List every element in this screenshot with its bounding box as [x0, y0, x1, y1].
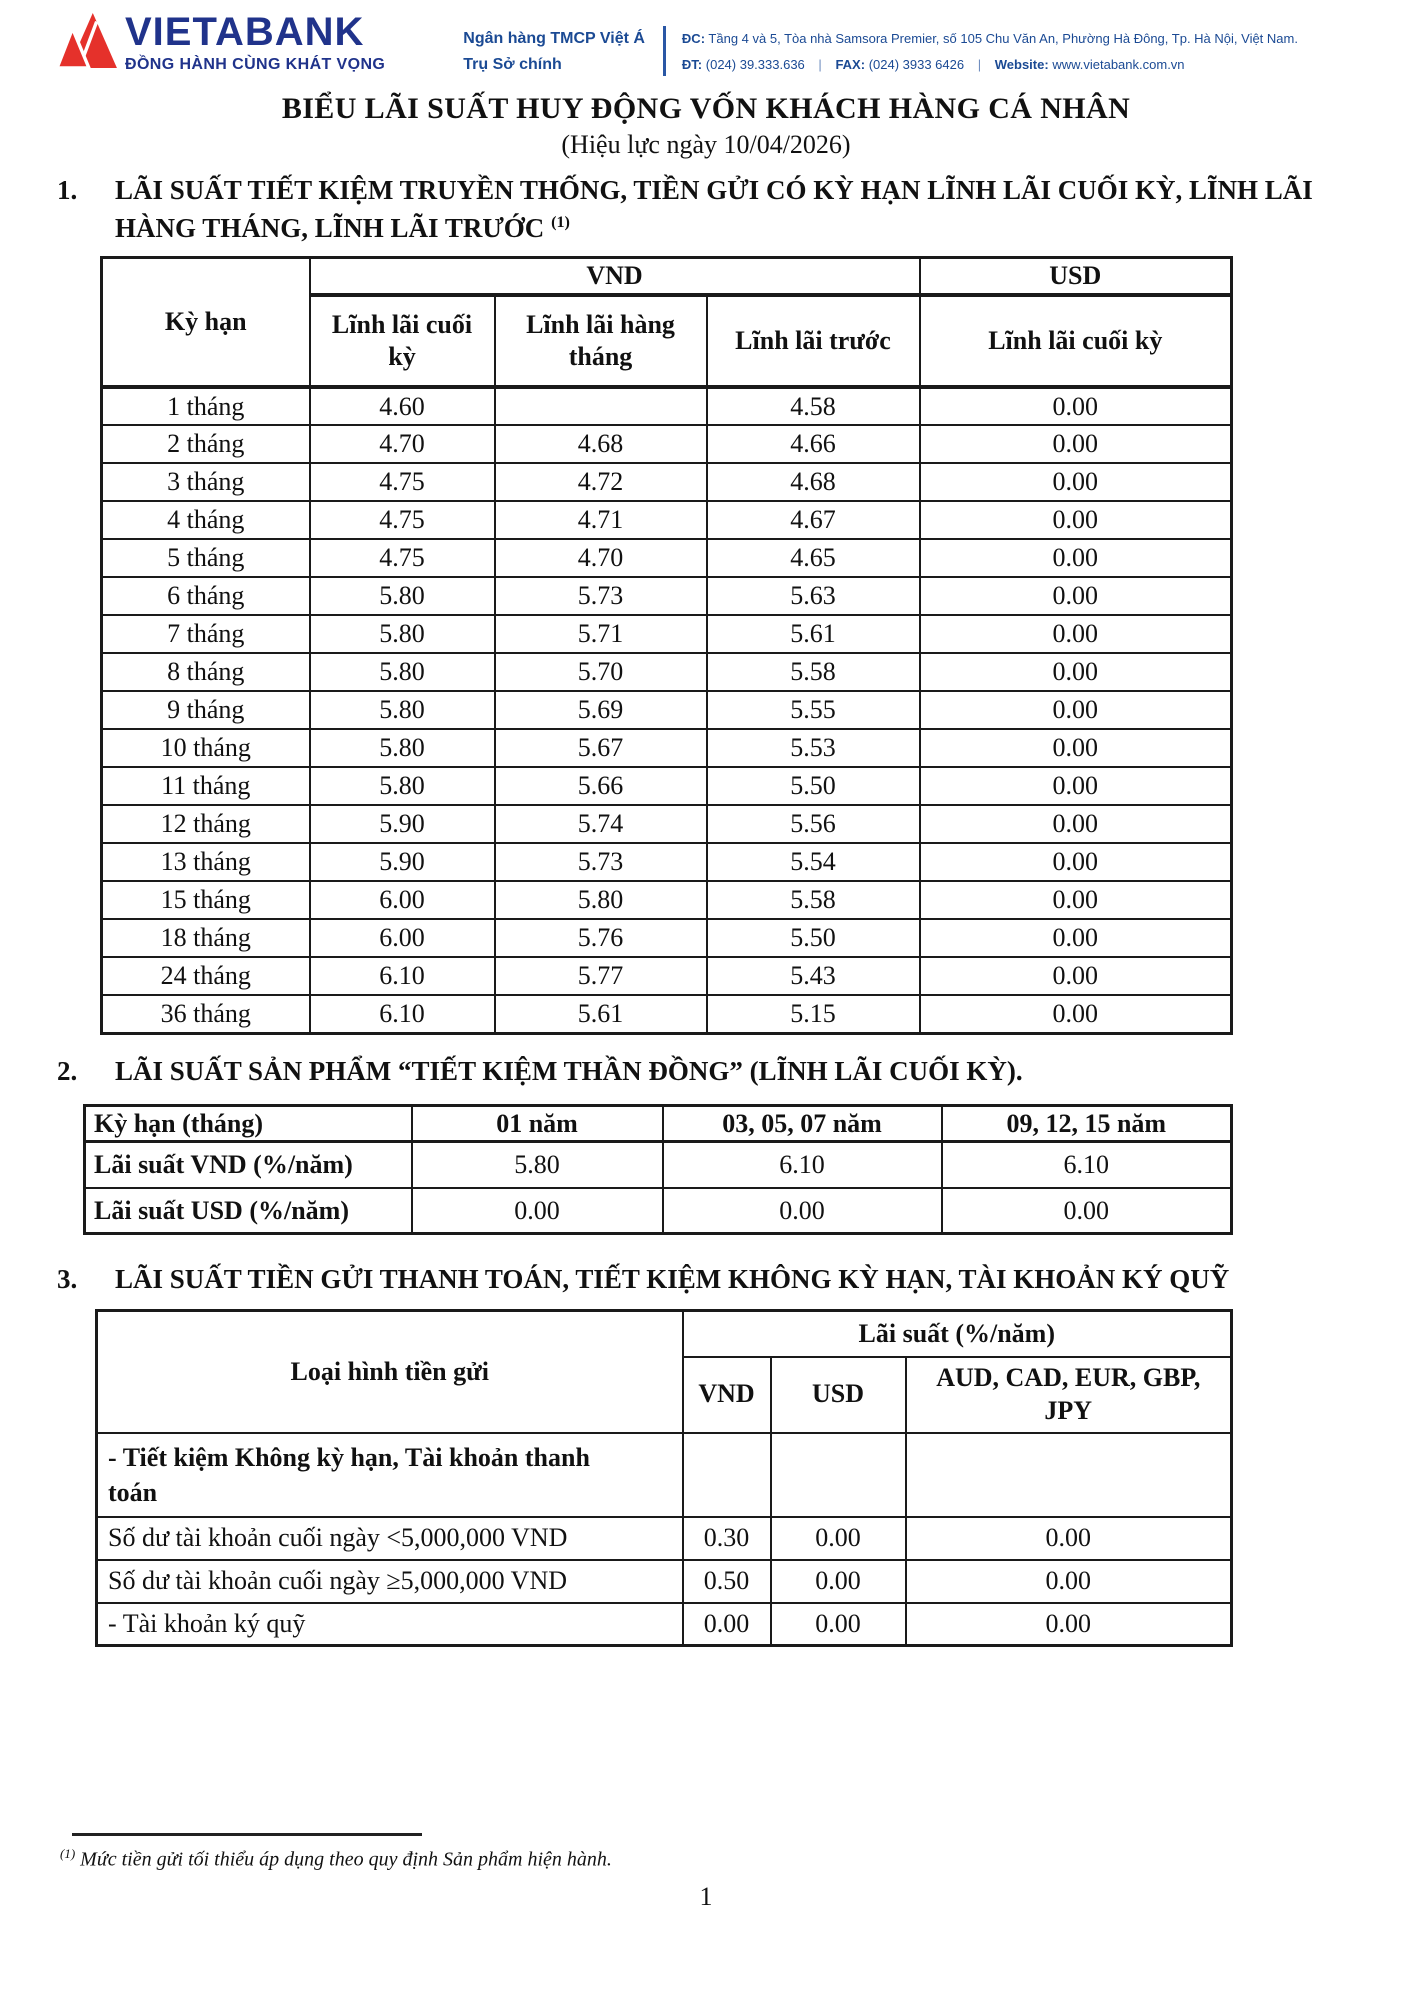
- term-cell: 24 tháng: [102, 957, 310, 995]
- section-number: 2.: [57, 1055, 78, 1086]
- footnote-ref: (1): [551, 212, 570, 231]
- rate-cell: 5.71: [495, 615, 707, 653]
- rate-cell: 4.68: [707, 463, 920, 501]
- table-row: [102, 615, 1232, 653]
- term-cell: 13 tháng: [102, 843, 310, 881]
- footnote-block: [60, 1833, 1412, 1872]
- effective-date: (Hiệu lực ngày 10/04/2026): [561, 130, 851, 159]
- brand-name: VIETABANK: [125, 10, 365, 54]
- rate-cell: 5.15: [707, 995, 920, 1033]
- section-number: 1.: [57, 175, 78, 205]
- rate-cell: 5.50: [707, 919, 920, 957]
- rate-cell: 5.67: [495, 729, 707, 767]
- row-label: Số dư tài khoản cuối ngày ≥5,000,000 VND: [97, 1560, 683, 1603]
- table-row: [97, 1560, 1232, 1603]
- table-row: [85, 1142, 1232, 1188]
- rate-cell: 0.00: [920, 653, 1232, 691]
- col-header-usd: USD: [771, 1357, 906, 1433]
- rate-cell: 5.80: [310, 729, 495, 767]
- col-header-term: Kỳ hạn (tháng): [85, 1106, 412, 1142]
- rate-cell: 0.00: [906, 1560, 1232, 1603]
- rate-cell: 0.00: [771, 1560, 906, 1603]
- rate-cell: 5.80: [310, 767, 495, 805]
- table-row: [102, 729, 1232, 767]
- rate-cell: 4.75: [310, 463, 495, 501]
- rate-cell: 6.10: [310, 995, 495, 1033]
- rate-cell: 0.00: [920, 805, 1232, 843]
- term-cell: 11 tháng: [102, 767, 310, 805]
- table-row: [102, 387, 1232, 425]
- table-row: [102, 691, 1232, 729]
- rate-cell: 0.00: [920, 615, 1232, 653]
- table-row: [102, 995, 1232, 1033]
- col-group-rate: Lãi suất (%/năm): [683, 1311, 1232, 1357]
- bank-logo: [57, 12, 385, 74]
- table-row: [102, 425, 1232, 463]
- table-row: [102, 501, 1232, 539]
- phone-label: ĐT:: [681, 57, 703, 72]
- table-row: [102, 919, 1232, 957]
- rate-cell: 4.65: [707, 539, 920, 577]
- separator: |: [977, 57, 982, 72]
- fax-number: (024) 3933 6426: [868, 57, 965, 72]
- section-2-heading: [57, 1053, 1412, 1091]
- row-label: - Tiết kiệm Không kỳ hạn, Tài khoản thanh toán: [97, 1433, 683, 1517]
- page-number: 1: [699, 1881, 713, 1911]
- address-text: Tầng 4 và 5, Tòa nhà Samsora Premier, số 105 Chu Văn An, Phường Hà Đông, Tp. Hà Nội, Việt Nam.: [708, 31, 1298, 46]
- table-row: [102, 805, 1232, 843]
- table-row: [102, 843, 1232, 881]
- table-header-row: [85, 1106, 1232, 1142]
- table-row: [102, 767, 1232, 805]
- rate-cell: 5.43: [707, 957, 920, 995]
- footnote-text: [60, 1846, 1412, 1872]
- rate-cell: 5.90: [310, 805, 495, 843]
- rate-cell: 4.70: [495, 539, 707, 577]
- rate-cell: 5.80: [310, 691, 495, 729]
- rate-cell: 0.00: [920, 387, 1232, 425]
- address-label: ĐC:: [681, 31, 706, 46]
- rate-cell: 6.10: [663, 1142, 942, 1188]
- table-row: [102, 957, 1232, 995]
- than-dong-savings-table: [83, 1104, 1233, 1235]
- table-row: [102, 881, 1232, 919]
- rate-cell: 0.00: [920, 729, 1232, 767]
- rate-cell: 0.30: [683, 1517, 771, 1560]
- rate-cell: 5.77: [495, 957, 707, 995]
- col-header-1yr: 01 năm: [412, 1106, 663, 1142]
- rate-cell: 5.61: [707, 615, 920, 653]
- rate-cell: 5.70: [495, 653, 707, 691]
- term-cell: 3 tháng: [102, 463, 310, 501]
- contact-block: [682, 26, 1298, 78]
- rate-cell: 5.69: [495, 691, 707, 729]
- traditional-savings-table: [100, 256, 1233, 1035]
- rate-cell: 0.00: [920, 843, 1232, 881]
- rate-cell: 5.90: [310, 843, 495, 881]
- rate-cell: 0.00: [920, 919, 1232, 957]
- rate-cell: 5.80: [412, 1142, 663, 1188]
- page-title: BIỂU LÃI SUẤT HUY ĐỘNG VỐN KHÁCH HÀNG CÁ NHÂN: [281, 92, 1131, 125]
- col-header-vnd: VND: [683, 1357, 771, 1433]
- footnote-body: Mức tiền gửi tối thiểu áp dụng theo quy định Sản phẩm hiện hành.: [80, 1848, 612, 1871]
- letterhead: [0, 0, 1412, 78]
- table-row: [102, 539, 1232, 577]
- term-cell: 18 tháng: [102, 919, 310, 957]
- fax-label: FAX:: [835, 57, 866, 72]
- table-row: [102, 463, 1232, 501]
- rate-cell: 5.74: [495, 805, 707, 843]
- rate-cell: 0.00: [920, 691, 1232, 729]
- table-row: [97, 1603, 1232, 1646]
- rate-cell: 5.80: [495, 881, 707, 919]
- row-label: - Tài khoản ký quỹ: [97, 1603, 683, 1646]
- footnote-marker: (1): [60, 1846, 76, 1862]
- phone-number: (024) 39.333.636: [705, 57, 805, 72]
- rate-cell: 0.00: [920, 881, 1232, 919]
- rate-cell: 5.50: [707, 767, 920, 805]
- rate-cell: 0.50: [683, 1560, 771, 1603]
- rate-cell: 5.54: [707, 843, 920, 881]
- address-line: [682, 26, 1298, 52]
- rate-cell: 0.00: [683, 1603, 771, 1646]
- rate-cell: 0.00: [920, 501, 1232, 539]
- section-number: 3.: [57, 1264, 78, 1295]
- rate-cell: 5.58: [707, 881, 920, 919]
- term-cell: 6 tháng: [102, 577, 310, 615]
- rate-cell: 0.00: [920, 957, 1232, 995]
- rate-cell: 0.00: [920, 425, 1232, 463]
- rate-cell: 4.60: [310, 387, 495, 425]
- rate-cell: 5.63: [707, 577, 920, 615]
- table-header-row: [102, 257, 1232, 295]
- rate-cell: 4.75: [310, 539, 495, 577]
- org-block: [463, 26, 645, 78]
- term-cell: 12 tháng: [102, 805, 310, 843]
- footnote-divider: [72, 1833, 422, 1836]
- rate-cell: 4.71: [495, 501, 707, 539]
- rate-cell: 0.00: [942, 1188, 1232, 1234]
- col-group-usd: USD: [920, 257, 1232, 295]
- section-title: [115, 172, 1315, 248]
- rate-cell: 5.55: [707, 691, 920, 729]
- rate-cell: 4.70: [310, 425, 495, 463]
- triangle-logo-icon: [57, 12, 117, 73]
- rate-cell: 5.53: [707, 729, 920, 767]
- col-header-end-of-term: Lĩnh lãi cuối kỳ: [310, 295, 495, 387]
- rate-cell: 5.80: [310, 653, 495, 691]
- term-cell: 1 tháng: [102, 387, 310, 425]
- col-header-term: Kỳ hạn: [102, 257, 310, 387]
- rate-cell: 4.67: [707, 501, 920, 539]
- phone-line: [682, 52, 1298, 78]
- col-header-9-12-15yr: 09, 12, 15 năm: [942, 1106, 1232, 1142]
- rate-cell: [771, 1433, 906, 1517]
- rate-cell: 5.76: [495, 919, 707, 957]
- row-label: Số dư tài khoản cuối ngày <5,000,000 VND: [97, 1517, 683, 1560]
- org-name: Ngân hàng TMCP Việt Á: [463, 30, 645, 47]
- rate-cell: 0.00: [920, 995, 1232, 1033]
- rate-cell: 0.00: [906, 1517, 1232, 1560]
- rate-cell: 5.80: [310, 577, 495, 615]
- col-header-monthly: Lĩnh lãi hàng tháng: [495, 295, 707, 387]
- row-label: Lãi suất VND (%/năm): [85, 1142, 412, 1188]
- rate-cell: 5.80: [310, 615, 495, 653]
- col-header-usd-end-of-term: Lĩnh lãi cuối kỳ: [920, 295, 1232, 387]
- term-cell: 9 tháng: [102, 691, 310, 729]
- rate-cell: 0.00: [663, 1188, 942, 1234]
- term-cell: 7 tháng: [102, 615, 310, 653]
- rate-cell: 6.10: [310, 957, 495, 995]
- table-row: [102, 653, 1232, 691]
- rate-cell: 5.73: [495, 577, 707, 615]
- term-cell: 5 tháng: [102, 539, 310, 577]
- section-title: LÃI SUẤT SẢN PHẨM “TIẾT KIỆM THẦN ĐỒNG” (LĨNH LÃI CUỐI KỲ).: [115, 1055, 1023, 1086]
- rate-cell: 0.00: [920, 577, 1232, 615]
- term-cell: 2 tháng: [102, 425, 310, 463]
- demand-deposit-table: [95, 1309, 1233, 1647]
- rate-cell: [906, 1433, 1232, 1517]
- table-row: [97, 1517, 1232, 1560]
- rate-cell: 0.00: [412, 1188, 663, 1234]
- term-cell: 4 tháng: [102, 501, 310, 539]
- term-cell: 15 tháng: [102, 881, 310, 919]
- brand-tagline: ĐỒNG HÀNH CÙNG KHÁT VỌNG: [125, 56, 386, 73]
- rate-cell: 0.00: [920, 767, 1232, 805]
- rate-cell: 4.72: [495, 463, 707, 501]
- separator: |: [818, 57, 822, 72]
- rate-cell: 4.58: [707, 387, 920, 425]
- rate-cell: 6.10: [942, 1142, 1232, 1188]
- col-header-deposit-type: Loại hình tiền gửi: [97, 1311, 683, 1433]
- rate-cell: 5.61: [495, 995, 707, 1033]
- rate-cell: 4.75: [310, 501, 495, 539]
- term-cell: 8 tháng: [102, 653, 310, 691]
- rate-cell: 0.00: [920, 463, 1232, 501]
- term-cell: 10 tháng: [102, 729, 310, 767]
- rate-cell: [495, 387, 707, 425]
- section-3-heading: [57, 1261, 1412, 1299]
- rate-cell: 5.58: [707, 653, 920, 691]
- rate-cell: 0.00: [771, 1603, 906, 1646]
- website-url: www.vietabank.com.vn: [1052, 57, 1185, 72]
- rate-cell: 6.00: [310, 919, 495, 957]
- rate-cell: 0.00: [906, 1603, 1232, 1646]
- row-label: Lãi suất USD (%/năm): [85, 1188, 412, 1234]
- table-row: [97, 1433, 1232, 1517]
- org-office: Trụ Sở chính: [463, 56, 562, 73]
- term-cell: 36 tháng: [102, 995, 310, 1033]
- header-divider: [663, 26, 666, 76]
- rate-cell: 0.00: [920, 539, 1232, 577]
- table-header-row: [97, 1311, 1232, 1357]
- rate-cell: 6.00: [310, 881, 495, 919]
- rate-cell: 0.00: [771, 1517, 906, 1560]
- col-header-3-5-7yr: 03, 05, 07 năm: [663, 1106, 942, 1142]
- rate-cell: 4.66: [707, 425, 920, 463]
- col-group-vnd: VND: [310, 257, 920, 295]
- rate-cell: 4.68: [495, 425, 707, 463]
- logo-text: [125, 12, 385, 74]
- rate-cell: 5.66: [495, 767, 707, 805]
- table-row: [102, 577, 1232, 615]
- rate-cell: [683, 1433, 771, 1517]
- section-title-text: LÃI SUẤT TIẾT KIỆM TRUYỀN THỐNG, TIỀN GỬI CÓ KỲ HẠN LĨNH LÃI CUỐI KỲ, LĨNH LÃI HÀNG THÁNG, LĨNH LÃI TRƯỚC: [115, 175, 1313, 243]
- table-row: [85, 1188, 1232, 1234]
- rate-cell: 5.73: [495, 843, 707, 881]
- rate-cell: 5.56: [707, 805, 920, 843]
- website-label: Website:: [994, 57, 1049, 72]
- col-header-fx: AUD, CAD, EUR, GBP, JPY: [906, 1357, 1232, 1433]
- section-title: LÃI SUẤT TIỀN GỬI THANH TOÁN, TIẾT KIỆM KHÔNG KỲ HẠN, TÀI KHOẢN KÝ QUỸ: [115, 1264, 1230, 1295]
- col-header-upfront: Lĩnh lãi trước: [707, 295, 920, 387]
- section-1-heading: [57, 172, 1412, 248]
